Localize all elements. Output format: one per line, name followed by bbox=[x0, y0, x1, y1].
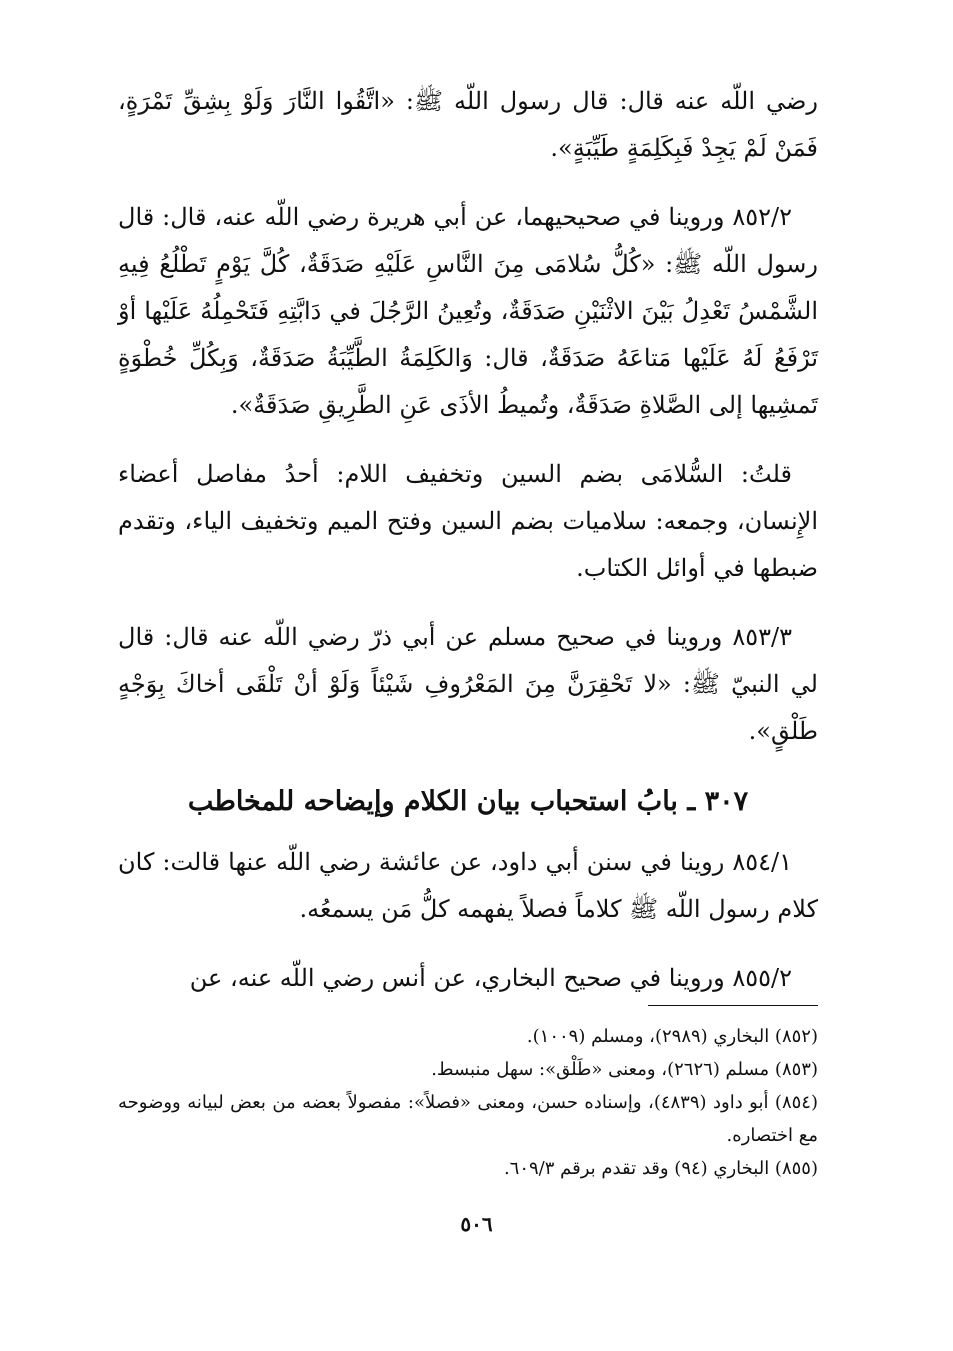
main-text bbox=[118, 78, 818, 1024]
paragraph-855: ٨٥٥/٢ وروينا في صحيح البخاري، عن أنس رضي اللّه عنه، عن bbox=[189, 964, 792, 992]
paragraph-854: ٨٥٤/١ روينا في سنن أبي داود، عن عائشة رضي اللّه عنها قالت: كان كلام رسول اللّه ﷺ كلاماً فصلاً يفهمه كلُّ مَن يسمعُه. bbox=[118, 848, 818, 923]
footnote-855: (٨٥٥) البخاري (٩٤) وقد تقدم برقم ٦٠٩/٣. bbox=[503, 1158, 818, 1179]
paragraph-853: ٨٥٣/٣ وروينا في صحيح مسلم عن أبي ذرّ رضي اللّه عنه قال: قال لي النبيّ ﷺ: «لا تَحْقِرَنَّ مِنَ المَعْرُوفِ شَيْئاً وَلَوْ أنْ تَلْقَى أخاكَ بِوَجْهٍ طَلْقٍ». bbox=[118, 623, 818, 745]
paragraph-note: قلتُ: السُّلامَى بضم السين وتخفيف اللام: أحدُ مفاصل أعضاء الإِنسان، وجمعه: سلاميات بضم السين وفتح الميم وتخفيف الياء، وتقدم ضبطها في أوائل الكتاب. bbox=[118, 460, 818, 582]
footnote-853: (٨٥٣) مسلم (٢٦٢٦)، ومعنى «طَلْق»: سهل منبسط. bbox=[431, 1059, 818, 1080]
page-number: ٥٠٦ bbox=[460, 1212, 493, 1236]
paragraph-852: ٨٥٢/٢ وروينا في صحيحيهما، عن أبي هريرة رضي اللّه عنه، قال: قال رسول اللّه ﷺ: «كُلُّ سُلامَى مِنَ النَّاسِ عَلَيْهِ صَدَقَةٌ، كُلَّ يَوْمٍ تَطْلُعُ فِيهِ الشَّمْسُ تَعْدِلُ بَيْنَ الاثْنَيْنِ صَدَقَةٌ، وتُعِينُ الرَّجُلَ في دَابَّتِهِ فَتَحْمِلُهُ عَلَيْها أوْ تَرْفَعُ لَهُ عَلَيْها مَتاعَهُ صَدَقَةٌ، قال: وَالكَلِمَةُ الطَّيِّبَةُ صَدَقَةٌ، وَبِكُلِّ خُطْوَةٍ تَمشِيها إلى الصَّلاةِ صَدَقَةٌ، وتُميطُ الأذَى عَنِ الطَّرِيقِ صَدَقَةٌ». bbox=[118, 203, 818, 419]
chapter-heading: ٣٠٧ ـ بابُ استحباب بيان الكلام وإيضاحه للمخاطب bbox=[187, 786, 749, 817]
footnote-separator bbox=[648, 1005, 818, 1006]
footnotes bbox=[118, 1020, 818, 1185]
footnote-854: (٨٥٤) أبو داود (٤٨٣٩)، وإسناده حسن، ومعنى «فصلاً»: مفصولاً بعضه من بعض لبيانه ووضوحه مع اختصاره. bbox=[118, 1092, 818, 1146]
footnote-852: (٨٥٢) البخاري (٢٩٨٩)، ومسلم (١٠٠٩). bbox=[526, 1026, 818, 1047]
paragraph-1: رضي اللّه عنه قال: قال رسول اللّه ﷺ: «اتَّقُوا النَّارَ وَلَوْ بِشِقِّ تَمْرَةٍ، فَمَنْ لَمْ يَجِدْ فَبِكَلِمَةٍ طَيِّبَةٍ». bbox=[118, 87, 818, 162]
